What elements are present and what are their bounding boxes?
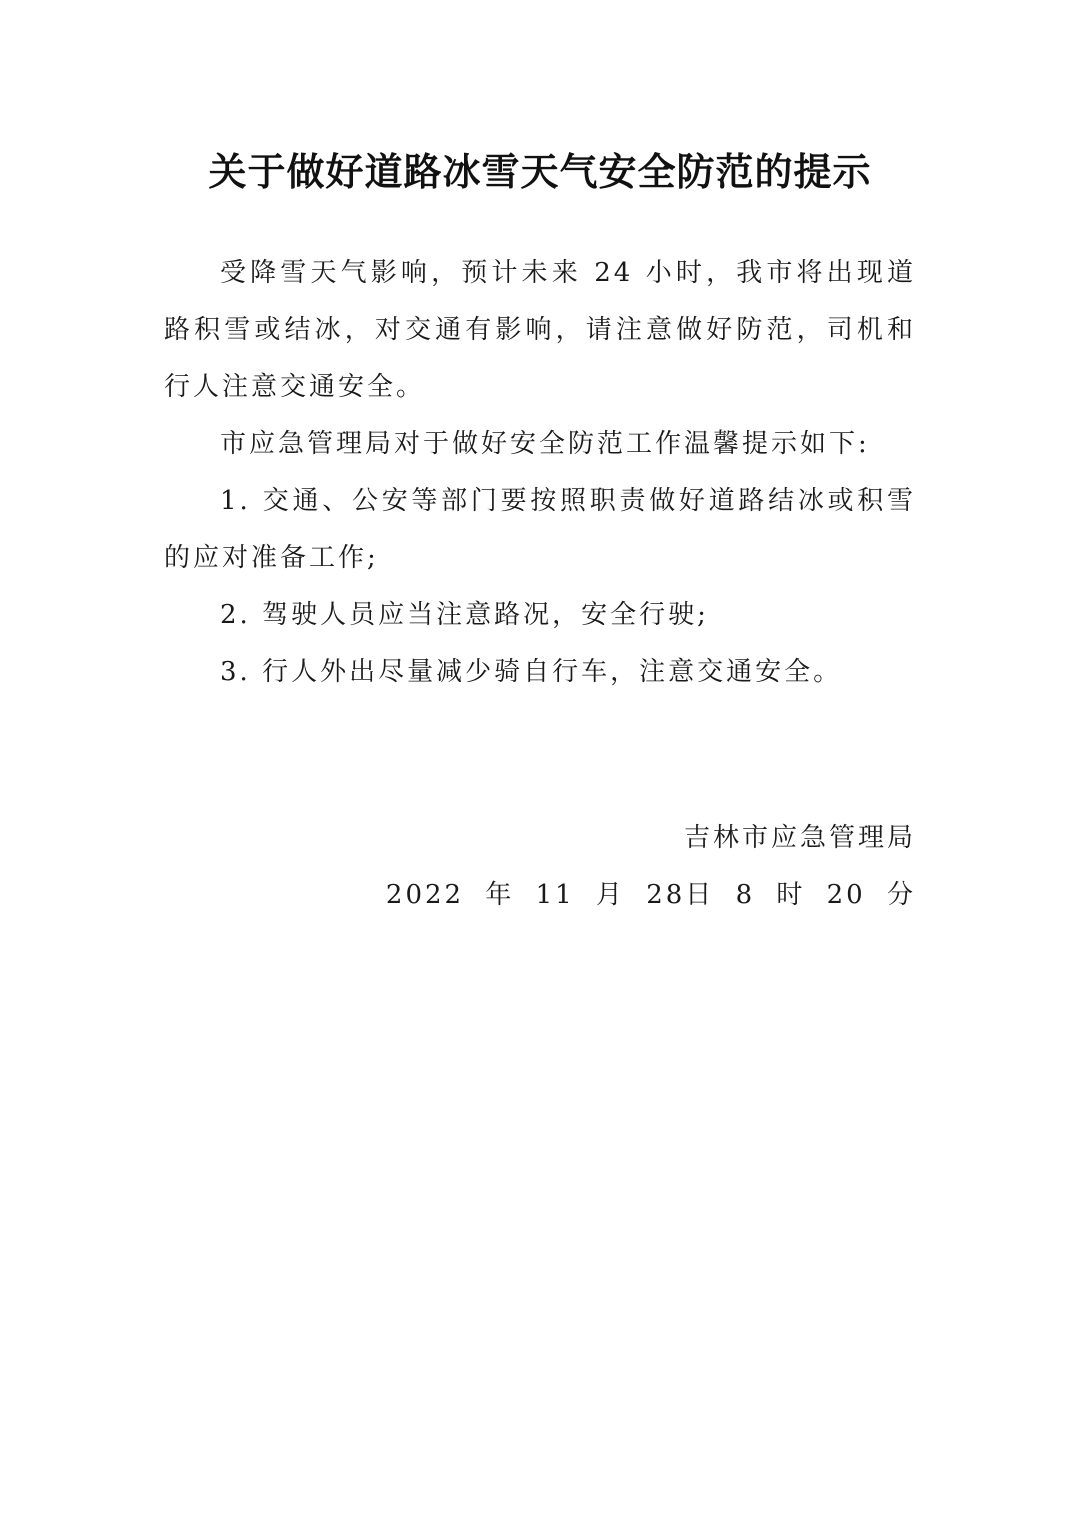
list-item-3: 3. 行人外出尽量减少骑自行车，注意交通安全。 xyxy=(220,657,843,687)
paragraph-intro: 受降雪天气影响，预计未来 24 小时，我市将出现道路积雪或结冰，对交通有影响，请注意做好防范，司机和行人注意交通安全。 xyxy=(164,258,916,402)
document-body xyxy=(164,245,916,701)
issue-date: 2022 年 11 月 28日 8 时 20 分 xyxy=(385,880,916,910)
signature-block xyxy=(386,810,916,924)
paragraph-tips-heading: 市应急管理局对于做好安全防范工作温馨提示如下: xyxy=(220,429,870,459)
list-item-2: 2. 驾驶人员应当注意路况，安全行驶; xyxy=(220,600,709,630)
document-title: 关于做好道路冰雪天气安全防范的提示 xyxy=(208,149,872,194)
list-item-1: 1. 交通、公安等部门要按照职责做好道路结冰或积雪的应对准备工作; xyxy=(164,486,916,573)
issuer-name: 吉林市应急管理局 xyxy=(683,823,916,853)
